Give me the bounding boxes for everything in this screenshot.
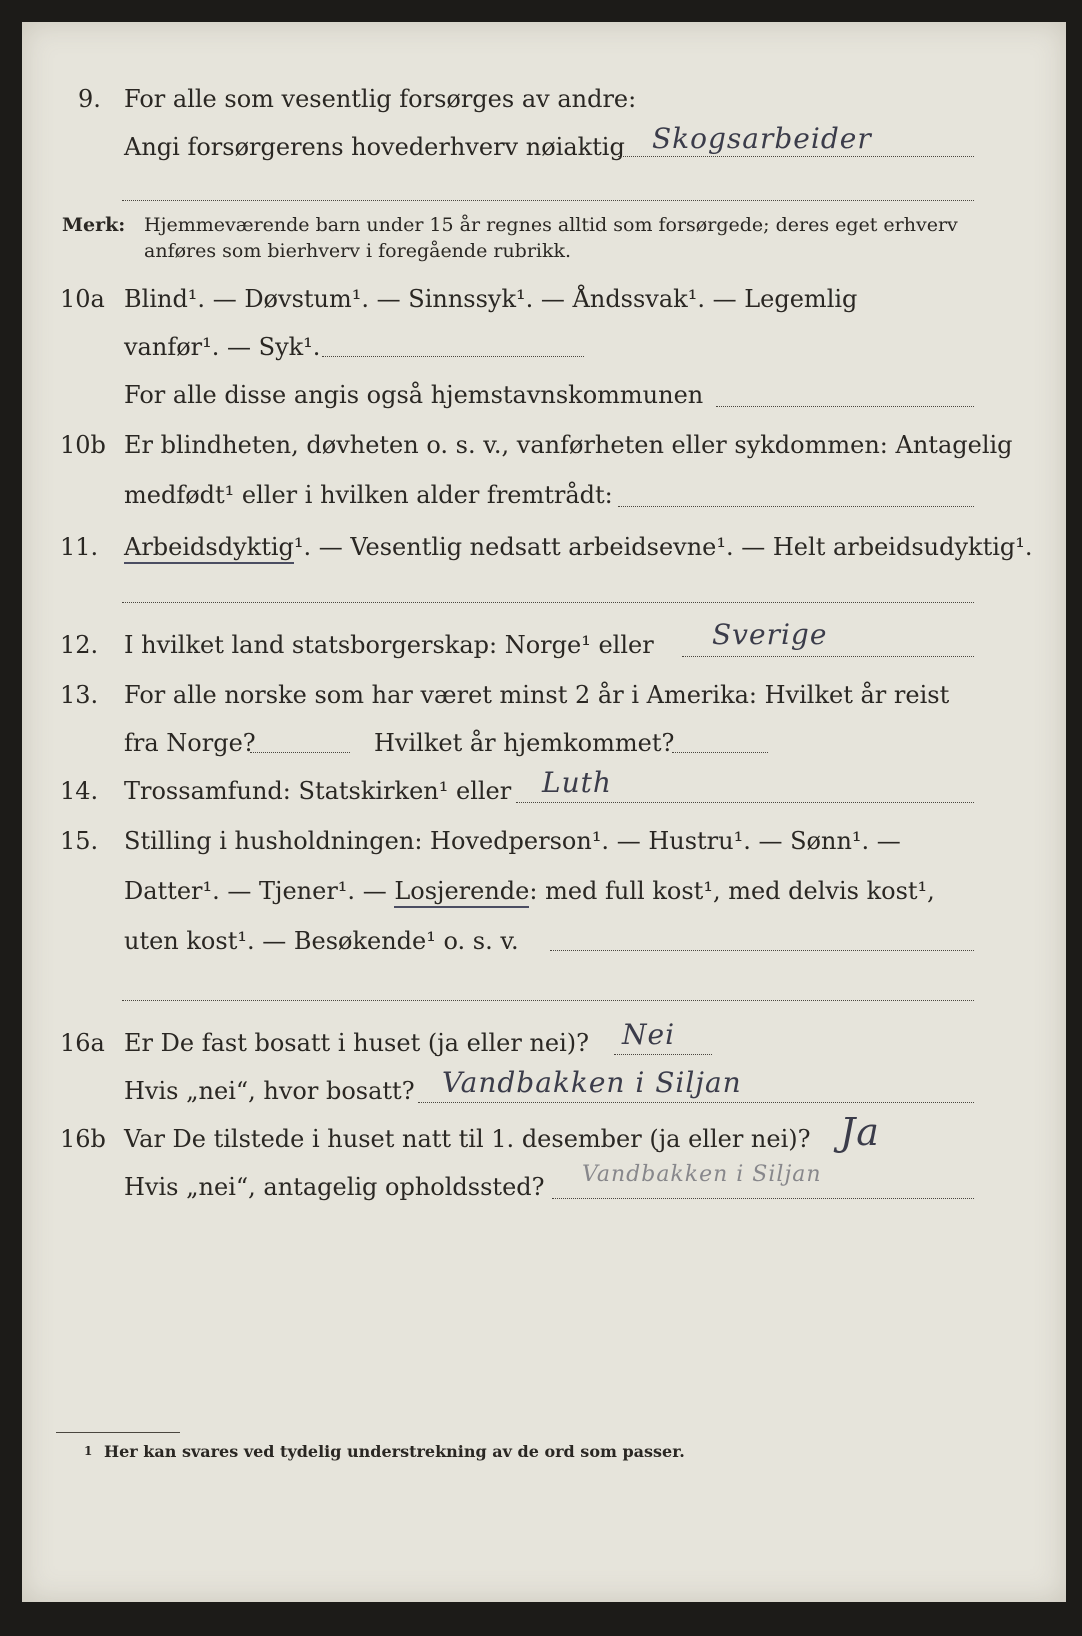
q11-number: 11. [60,533,99,561]
q15-line3: uten kost¹. — Besøkende¹ o. s. v. [124,927,519,955]
q16a-answer2: Vandbakken i Siljan [442,1066,742,1099]
q12-answer: Sverige [712,618,828,651]
q13-reist-line [250,752,350,753]
q12-number: 12. [60,631,99,659]
q16a-answer1: Nei [622,1018,676,1051]
q14-text: Trossamfund: Statskirken¹ eller [124,777,512,805]
q9-extra-line [122,200,974,201]
q9-answer: Skogsarbeider [652,122,872,155]
q13-hjemkommet-line [672,752,768,753]
q9-answer-line [618,156,974,157]
q14-answer-line [516,802,974,803]
q16a-answer1-line [614,1054,712,1055]
q10a-line1: Blind¹. — Døvstum¹. — Sinnssyk¹. — Åndssvak¹. — Legemlig [124,285,858,313]
q15-line2a: Datter¹. — Tjener¹. — [124,877,387,905]
q10a-syk-line [322,356,584,357]
q16b-answer2-line [552,1198,974,1199]
q12-text: I hvilket land statsborgerskap: Norge¹ eller [124,631,654,659]
q9-line2: Angi forsørgerens hovederhverv nøiaktig [124,133,625,161]
q11-rest: ¹. — Vesentlig nedsatt arbeidsevne¹. — Helt arbeidsudyktig¹. [293,533,1033,561]
q15-extra-line [122,1000,974,1001]
census-form-page [22,22,1066,1602]
q16a-line2: Hvis „nei“, hvor bosatt? [124,1077,415,1105]
q15-line2 [124,876,935,906]
q16b-line2: Hvis „nei“, antagelig opholdssted? [124,1173,545,1201]
q16a-number: 16a [60,1029,105,1057]
footnote-rule [56,1432,180,1433]
q16b-line1: Var De tilstede i huset natt til 1. desember (ja eller nei)? [124,1125,811,1153]
q10a-line2: vanfør¹. — Syk¹. [124,333,321,361]
q10b-line2: medfødt¹ eller i hvilken alder fremtrådt: [124,481,613,509]
q14-answer: Luth [542,766,612,799]
q13-number: 13. [60,681,99,709]
q13-line2a: fra Norge? [124,729,256,757]
merk-label: Merk: [62,214,126,236]
footnote-text: Her kan svares ved tydelig understrekning av de ord som passer. [104,1442,685,1461]
q13-line2b: Hvilket år hjemkommet? [374,729,675,757]
q16b-number: 16b [60,1125,106,1153]
q12-answer-line [682,656,974,657]
q13-line1: For alle norske som har været minst 2 år i Amerika: Hvilket år reist [124,681,950,709]
q11-extra-line [122,602,974,603]
q15-number: 15. [60,827,99,855]
footnote-mark: 1 [84,1444,93,1458]
q9-line1: For alle som vesentlig forsørges av andre: [124,85,637,113]
q16b-answer1: Ja [840,1110,880,1154]
q15-option-losjerende: Losjerende [394,877,529,908]
merk-line1: Hjemmeværende barn under 15 år regnes alltid som forsørgede; deres eget erhverv [144,214,958,236]
q15-line2c: : med full kost¹, med delvis kost¹, [529,877,935,905]
q10a-kommune-line [716,406,974,407]
q10b-number: 10b [60,431,106,459]
q11-line [124,532,1033,562]
q9-number: 9. [78,85,101,113]
q15-line1: Stilling i husholdningen: Hovedperson¹. — Hustru¹. — Sønn¹. — [124,827,901,855]
q11-option-arbeidsdyktig: Arbeidsdyktig [124,533,294,564]
q10a-number: 10a [60,285,105,313]
q15-answer-line [550,950,974,951]
q16a-answer2-line [418,1102,974,1103]
q10b-answer-line [618,506,974,507]
q10a-line3: For alle disse angis også hjemstavnskommunen [124,381,704,409]
merk-line2: anføres som bierhverv i foregående rubrikk. [144,240,572,262]
q16a-line1: Er De fast bosatt i huset (ja eller nei)? [124,1029,590,1057]
q14-number: 14. [60,777,99,805]
q16b-answer2: Vandbakken i Siljan [582,1162,822,1187]
q10b-line1: Er blindheten, døvheten o. s. v., vanførheten eller sykdommen: Antagelig [124,431,1013,459]
